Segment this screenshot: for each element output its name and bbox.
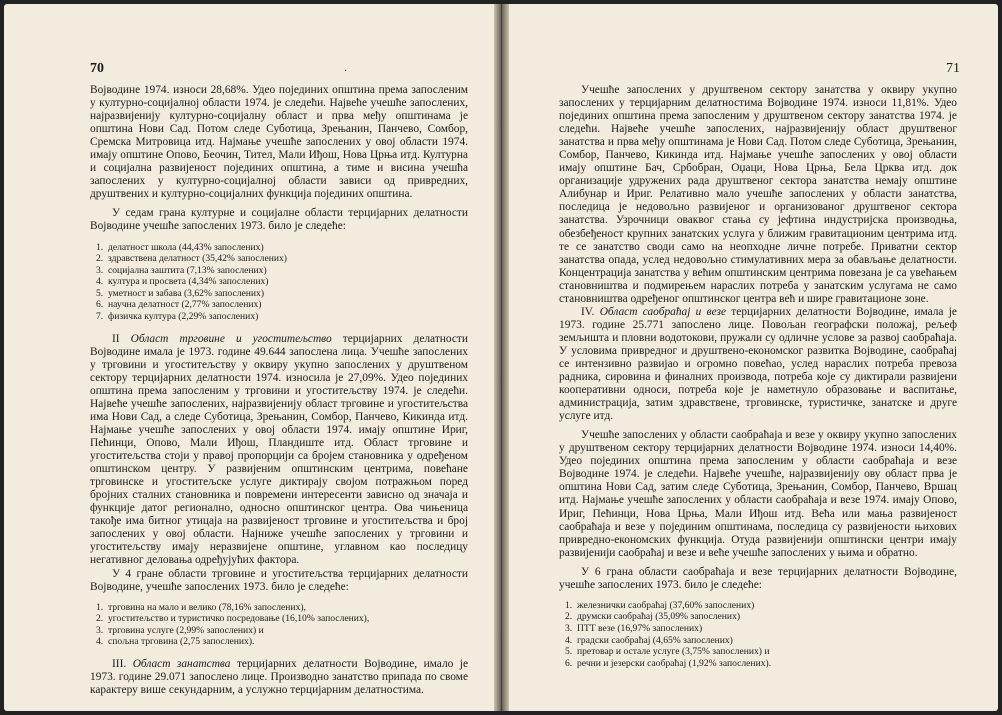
- left-text-column: [90, 84, 468, 697]
- paragraph-crafts: III. Област занатства терцијарних делатности Војводине, имало је 1973. године 29.071 запослено лице. Производно занатство припада по своме карактеру више секундарним, а услужно терцијарним делатностима.: [90, 657, 469, 697]
- page-number-left: 70: [90, 61, 104, 76]
- list-item: 7. физичка култура (2,29% запослених): [96, 311, 259, 323]
- list-item: 2. друмски саобраћај (35,09% запослених): [565, 611, 741, 623]
- paragraph-transport: IV. Област саобраћај и везе терцијарних делатности Војводине, имала је 1973. године 25.771 запослено лице. Повољан географски положај, рељеф земљишта и пловни водотокови, пружали су одличне услове за развој саобраћаја. У условима привредног и друштвено-економског развитка Војводине, саобраћај се интензивно развијао и огромно повећао, услед нараслих потреба превоза радника, сировина и финалних производа, потреба које су диктирали развијени кооперативни односи, потреба које је наметнуло образовање и васпитање, администрација, затим здравствене, трговинске, туристичке, занатске и друге услуге итд.: [559, 305, 957, 423]
- paragraph: Учешће запослених у области саобраћаја и везе у оквиру укупно запослених у друштвеном сектору терцијарних делатности Војводине 1974. износи 14,40%. Удео појединих општина према запосленим у области саобраћаја и везе Војводине 1974. је следећи. Највеће учешће, најразвијенију ову област прва је општина Нови Сад, затим следе Суботица, Зрењанин, Сомбор, Панчево, Вршац итд. Најмање учешће запослених у области саобраћаја и везе 1974. имају Опово, Ириг, Пећинци, Нова Црња, Мали Иђош итд. Већа или мања развијеност саобраћаја и везе у појединим општинама, последица су развијености њихових привредно-економских функција. Отуда развијенији општински центри имају развијенији саобраћај и везе и веће учешће запослених у њима и обратно.: [559, 429, 957, 559]
- list-item: 3. трговина услуге (2,99% запослених) и: [96, 624, 264, 636]
- list-trade-branches: [90, 602, 468, 648]
- list-culture-branches: [90, 242, 468, 323]
- paragraph: Војводине 1974. износи 28,68%. Удео појединих општина према запосленим у културно-социјалној области 1974. је следећи. Највеће учешће запослених, најразвијенију културно-социјалну област и прва међу општинама је општина Нови Сад. Потом следе Суботица, Зрењанин, Панчево, Сомбор, Сремска Митровица итд. Најмање учешће запослених у овој области 1974. имају општине Опово, Беочин, Тител, Мали Иђош, Нова Црња итд. Културна и социјална развијеност појединих општина, а тиме и висина учешћа запослених у културно-социјалној области зависи од привредних, друштвених и културно-социјалних функција појединих општина.: [90, 84, 468, 201]
- list-item: 4. градски саобраћај (4,65% запослених): [565, 634, 733, 646]
- list-item: 3. социјална заштита (7,13% запослених): [96, 264, 267, 276]
- list-item: 3. ПТТ везе (16,97% запослених): [565, 622, 703, 634]
- book-gutter: [494, 4, 509, 711]
- paragraph-trade: II Област трговине и угоститељство терцијарних делатности Војводине имала је 1973. године 49.644 запослена лица. Учешће запослених у трговини и угоститељству у оквиру укупно запослених у друштвеном сектору терцијарних делатности 1974. износила је 27,09%. Удео појединих општина према запосленим у трговини и угоститељству 1974. је следећи. Највеће учешће запослених, најразвијенију област трговине и угоститељства има Нови Сад, а следе Суботица, Зрењанин, Сомбор, Панчево, Кикинда итд. Најмање учешће запослених у овој области 1974. имају општине Ириг, Пећинци, Опово, Мали Иђош, Пландиште итд. Област трговине и угоститељства стоји у правој пропорцији са бројем становника у одређеном општинском центру. У развијеним општинским центрима, повећане трговинске и угоститељске услуге диктирају својом потражњом поред бројних сталних становника и повремени интересенти зависно од значаја и функције датог регионално, односно општинског центра. Ова чињеница такође има битног утицаја на развијеност трговине и угоститељства и број запослених у овој области. Најниже учешће запослених у трговини и угоститељству имају неразвијене општине, углавном као последицу негативног деловања одређујућих фактора.: [90, 332, 468, 567]
- list-transport-branches: [559, 600, 957, 670]
- list-item: 6. научна делатност (2,77% запослених): [96, 299, 262, 311]
- list-item: 1. железнички саобраћај (37,60% запослених): [565, 599, 755, 611]
- page-mark: ·: [344, 66, 348, 77]
- left-page: [4, 4, 494, 711]
- list-item: 4. спољна трговина (2,75 запослених).: [96, 636, 255, 648]
- list-item: 2. угоститељство и туристичко посредовање (16,10% запослених),: [96, 613, 370, 625]
- list-item: 2. здравствена делатност (35,42% запослених): [96, 253, 287, 265]
- list-item: 6. речни и језерски саобраћај (1,92% запослених).: [565, 657, 772, 669]
- list-item: 4. култура и просвета (4,34% запослених): [96, 276, 269, 288]
- right-page: [509, 4, 998, 711]
- paragraph: У седам грана културне и социјалне области терцијарних делатности Војводине учешће запослених 1973. било је следеће:: [90, 207, 468, 233]
- list-item: 5. уметност и забава (3,62% запослених): [96, 287, 265, 299]
- right-text-column: [559, 84, 957, 679]
- list-item: 1. делатност школа (44,43% запослених): [96, 241, 264, 253]
- list-item: 5. претовар и остале услуге (3,75% запослених) и: [565, 646, 770, 658]
- paragraph: У 4 гране области трговине и угоститељства терцијарних делатности Војводине, учешће запослених 1973. било је следеће:: [90, 567, 468, 593]
- paragraph: Учешће запослених у друштвеном сектору занатства у оквиру укупно запослених у терцијарним делатностима Војводине 1974. износи 11,81%. Удео појединих општина према запосленим у друштвеном сектору занатства 1974. је следећи. Највеће учешће запослених, најразвијенију област друштвеног занатства и прва међу општинама је Нови Сад. Потом следе Суботица, Зрењанин, Сомбор, Панчево, Кикинда итд. Најмање учешће запослених у овој области имају општине Бач, Србобран, Оџаци, Нова Црња, Бела Црква итд. док организације удружених рада друштвеног сектора занатства немају општине Алибунар и Ириг. Релативно мало учешће запослених у области занатства, последица је недовољно развијеног и организованог друштвеног сектора занатства. Узрочници оваквог стања су јефтина индустријска производња, обезбеђеност крупних занатских услуга у ближим гравитационим центрима итд. те се занатство своди само на неопходне личне потребе. Приватни сектор занатства опада, услед недовољно стимулативних мера за обављање делатности. Концентрација занатства у већим општинским центрима повезана је са увећањем становништва и подмирењем нараслих потреба у занатским услугама не само становништва одређеног општинског центра већ и шире гравитационе зоне.: [559, 84, 957, 305]
- paragraph: У 6 грана области саобраћаја и везе терцијарних делатности Војводине, учешће запослених 1973. било је следеће:: [559, 565, 957, 591]
- page-number-right: 71: [946, 61, 960, 76]
- list-item: 1. трговина на мало и велико (78,16% запослених),: [96, 601, 306, 613]
